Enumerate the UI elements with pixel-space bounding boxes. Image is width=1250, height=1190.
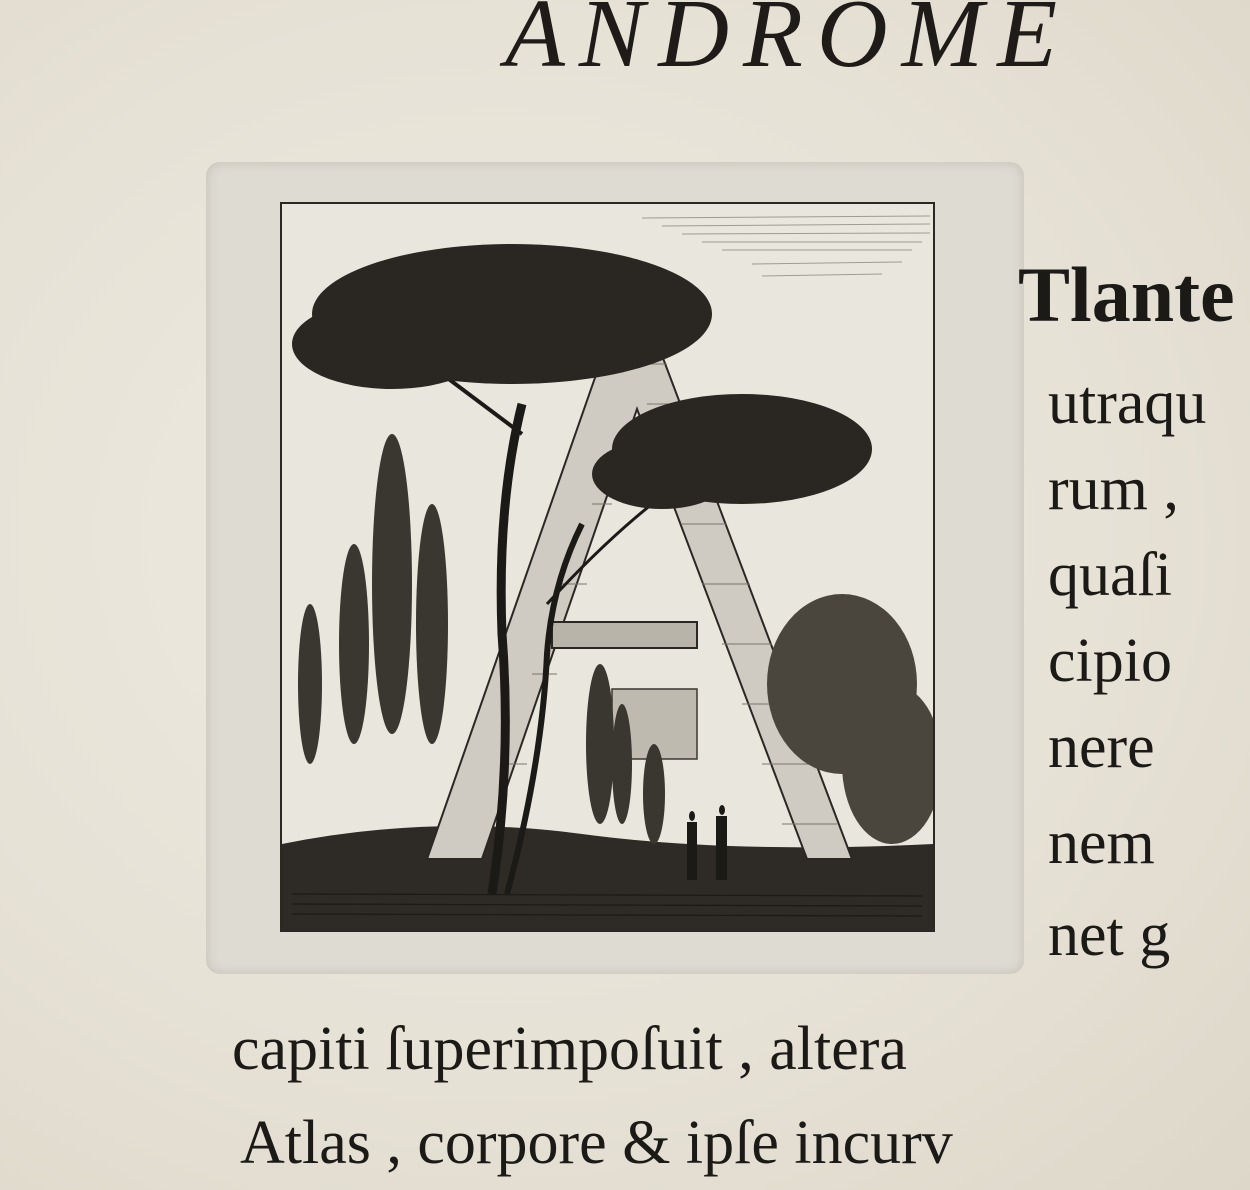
text-line-5: cipio xyxy=(1048,627,1172,695)
page-heading: ANDROME xyxy=(505,0,1072,88)
text-line-7: nem xyxy=(1048,809,1155,877)
text-line-4: quaſi xyxy=(1048,541,1172,609)
text-line-6: nere xyxy=(1048,713,1155,781)
text-line-8: net g xyxy=(1048,901,1171,969)
text-line-9: capiti ſuperimpoſuit , altera xyxy=(232,1015,907,1083)
text-line-3: rum , xyxy=(1048,455,1179,523)
initial-engraving xyxy=(280,202,935,932)
text-line-10: Atlas , corpore & ipſe incurv xyxy=(240,1109,953,1177)
text-line-2: utraqu xyxy=(1048,369,1207,437)
landscape-initial-a-icon xyxy=(282,204,933,930)
text-line-1-content: Tlante xyxy=(1018,251,1235,338)
text-line-1 xyxy=(1018,251,1235,338)
